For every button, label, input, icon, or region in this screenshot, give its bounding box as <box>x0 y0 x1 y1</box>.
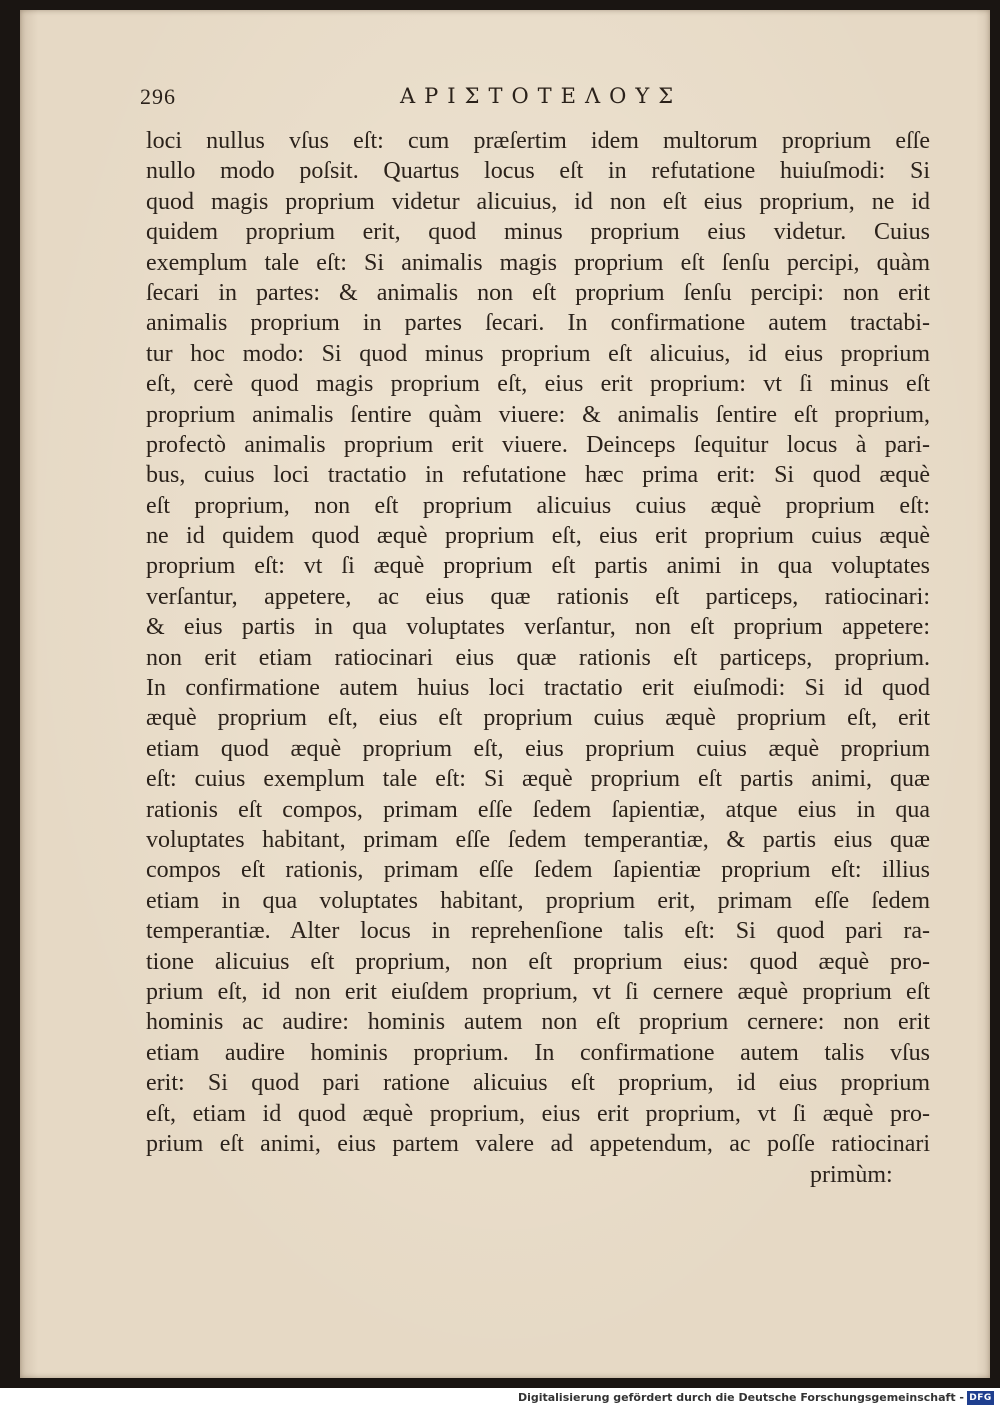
text-line: quod magis proprium videtur alicuius, id non eſt eius proprium, ne id <box>146 188 930 215</box>
text-line: eſt, etiam id quod æquè proprium, eius erit proprium, vt ſi æquè pro- <box>146 1100 930 1127</box>
text-line: etiam quod æquè proprium eſt, eius proprium cuius æquè proprium <box>146 735 930 762</box>
text-line: rationis eſt compos, primam eſſe ſedem ſapientiæ, atque eius in qua <box>146 796 930 823</box>
text-line: eſt, cerè quod magis proprium eſt, eius erit proprium: vt ſi minus eſt <box>146 371 930 398</box>
text-line: exemplum tale eſt: Si animalis magis proprium eſt ſenſu percipi, quàm <box>146 249 930 276</box>
funding-notice: Digitalisierung gefördert durch die Deutsche Forschungsgemeinschaft - <box>517 1391 964 1404</box>
text-line: quidem proprium erit, quod minus proprium eius videtur. Cuius <box>146 219 930 246</box>
text-line: bus, cuius loci tractatio in refutatione hæc prima erit: Si quod æquè <box>146 462 930 489</box>
text-line: tur hoc modo: Si quod minus proprium eſt alicuius, id eius proprium <box>146 340 930 367</box>
text-line: & eius partis in qua voluptates verſantur, non eſt proprium appetere: <box>146 614 930 641</box>
text-line: proprium eſt: vt ſi æquè proprium eſt partis animi in qua voluptates <box>146 553 930 580</box>
text-line: In confirmatione autem huius loci tractatio erit eiuſmodi: Si id quod <box>146 675 930 702</box>
text-line: prium eſt, id non erit eiuſdem proprium, vt ſi cernere æquè proprium eſt <box>146 978 930 1005</box>
text-line: non erit etiam ratiocinari eius quæ rationis eſt particeps, proprium. <box>146 644 930 671</box>
text-line: profectò animalis proprium erit viuere. Deinceps ſequitur locus à pari- <box>146 431 930 458</box>
text-line: temperantiæ. Alter locus in reprehenſione talis eſt: Si quod pari ra- <box>146 918 930 945</box>
text-line: animalis proprium in partes ſecari. In confirmatione autem tractabi- <box>146 310 930 337</box>
dfg-logo: DFG <box>967 1391 994 1405</box>
text-line: loci nullus vſus eſt: cum præſertim idem multorum proprium eſſe <box>146 128 930 154</box>
text-line: prium eſt animi, eius partem valere ad appetendum, ac poſſe ratiocinari <box>146 1130 930 1157</box>
text-line: voluptates habitant, primam eſſe ſedem temperantiæ, & partis eius quæ <box>146 826 930 853</box>
text-line: tione alicuius eſt proprium, non eſt proprium eius: quod æquè pro- <box>146 948 930 975</box>
text-line: nullo modo poſsit. Quartus locus eſt in refutatione huiuſmodi: Si <box>146 158 930 185</box>
digitization-footer <box>0 1388 1000 1409</box>
text-line: eſt: cuius exemplum tale eſt: Si æquè proprium eſt partis animi, quæ <box>146 766 930 793</box>
text-line: proprium animalis ſentire quàm viuere: & animalis ſentire eſt proprium, <box>146 401 930 428</box>
text-line: erit: Si quod pari ratione alicuius eſt proprium, id eius proprium <box>146 1070 930 1097</box>
text-line: æquè proprium eſt, eius eſt proprium cuius æquè proprium eſt, erit <box>146 705 930 732</box>
text-line: compos eſt rationis, primam eſſe ſedem ſapientiæ proprium eſt: illius <box>146 857 930 884</box>
text-line: eſt proprium, non eſt proprium alicuius cuius æquè proprium eſt: <box>146 492 930 519</box>
catchword: primùm: <box>810 1162 893 1188</box>
running-title: ΑΡΙΣΤΟΤΕΛΟΥΣ <box>400 84 683 108</box>
text-line: etiam audire hominis proprium. In confirmatione autem talis vſus <box>146 1039 930 1066</box>
page-header <box>140 84 930 114</box>
text-line: verſantur, appetere, ac eius quæ rationis eſt particeps, ratiocinari: <box>146 583 930 610</box>
text-line: hominis ac audire: hominis autem non eſt proprium cernere: non erit <box>146 1009 930 1036</box>
body-text <box>146 126 930 1159</box>
page-number: 296 <box>140 84 176 109</box>
text-line: ne id quidem quod æquè proprium eſt, eius erit proprium cuius æquè <box>146 523 930 550</box>
text-line: ſecari in partes: & animalis non eſt proprium ſenſu percipi: non erit <box>146 279 930 306</box>
text-line: etiam in qua voluptates habitant, proprium erit, primam eſſe ſedem <box>146 887 930 914</box>
